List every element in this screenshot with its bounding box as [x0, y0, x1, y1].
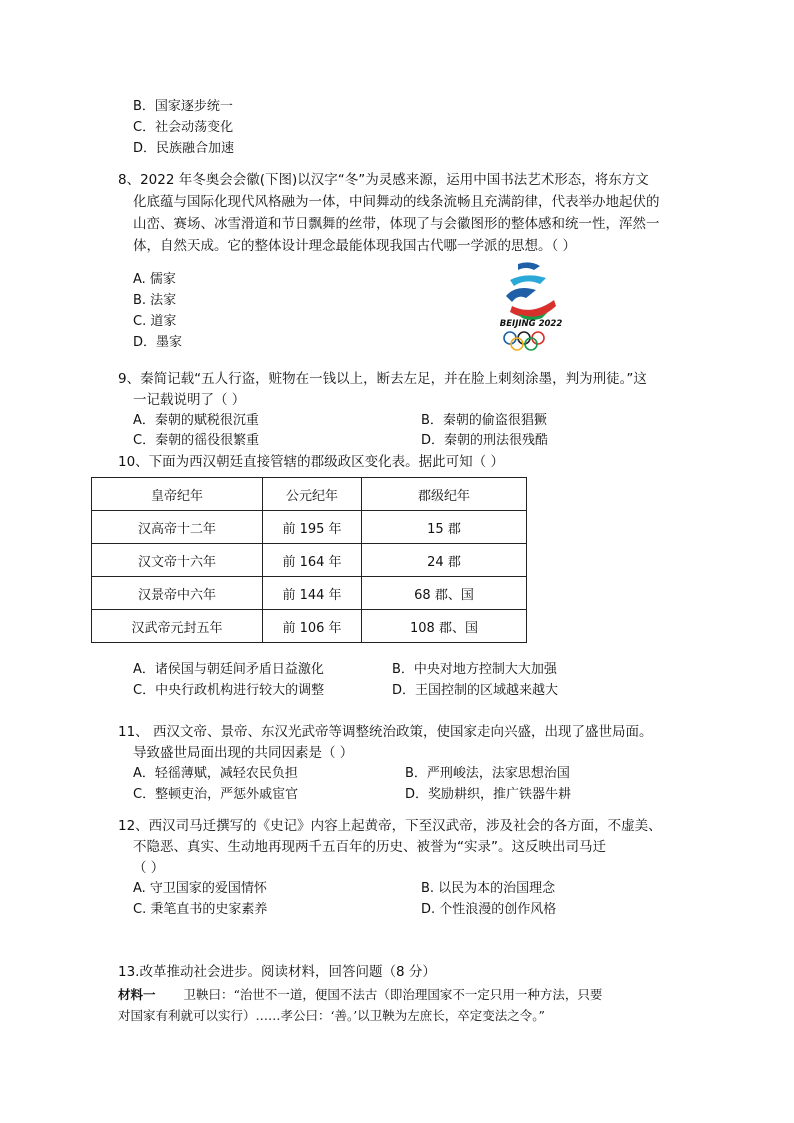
beijing-2022-emblem [496, 258, 566, 354]
table-cell: 汉武帝元封五年 [92, 610, 263, 643]
table-cell: 汉高帝十二年 [92, 511, 263, 544]
q12-option-c: C. 秉笔直书的史家素养 [133, 902, 268, 917]
table-cell: 汉景帝中六年 [92, 577, 263, 610]
q9-option-a: A．秦朝的赋税很沉重 [133, 413, 259, 428]
q10-table [91, 477, 527, 643]
table-cell: 15 郡 [362, 511, 527, 544]
table-row [92, 610, 527, 643]
table-cell: 前 195 年 [263, 511, 362, 544]
q13-stem: 13.改革推动社会进步。阅读材料，回答问题（8 分） [118, 964, 436, 980]
table-header-cell: 皇帝纪年 [92, 478, 263, 511]
table-row [92, 544, 527, 577]
table-header-row [92, 478, 527, 511]
q11-option-d: D．奖励耕织，推广铁器牛耕 [405, 787, 572, 802]
q8-line-2: 化底蕴与国际化现代风格融为一体，中间舞动的线条流畅且充满韵律，代表举办地起伏的 [133, 194, 660, 210]
table-cell: 前 106 年 [263, 610, 362, 643]
q9-option-d: D．秦朝的刑法很残酷 [421, 433, 549, 448]
table-cell: 前 164 年 [263, 544, 362, 577]
q10-option-b: B．中央对地方控制大大加强 [392, 662, 557, 677]
table-header-cell: 公元纪年 [263, 478, 362, 511]
table-header-cell: 郡级纪年 [362, 478, 527, 511]
q7-option-d: D．民族融合加速 [133, 141, 235, 156]
q12-line-3: （ ） [133, 860, 165, 876]
q13-material-line-1 [118, 985, 602, 1005]
q8-line-1: 8、2022 年冬奥会会徽(下图)以汉字“冬”为灵感来源，运用中国书法艺术形态，将东方文 [118, 172, 649, 188]
table-row [92, 511, 527, 544]
q11-line-1: 11、 西汉文帝、景帝、东汉光武帝等调整统治政策，使国家走向兴盛，出现了盛世局面。 [118, 724, 653, 740]
q8-option-d: D．墨家 [133, 335, 183, 350]
q8-option-a: A. 儒家 [133, 272, 176, 287]
q11-option-b: B．严刑峻法，法家思想治国 [405, 766, 570, 781]
material-text: 卫鞅曰：“治世不一道，便国不法古（即治理国家不一定只用一种方法，只要 [183, 987, 603, 1002]
q12-line-2: 不隐恶、真实、生动地再现两千五百年的历史、被誉为“实录”。这反映出司马迁 [133, 839, 606, 855]
q10-option-a: A．诸侯国与朝廷间矛盾日益激化 [133, 662, 324, 677]
q9-line-1: 9、秦简记载“五人行盗，赃物在一钱以上，断去左足，并在脸上刺刻涂墨，判为刑徒。”这 [118, 371, 647, 387]
q11-option-c: C．整顿吏治，严惩外戚宦官 [133, 787, 299, 802]
q8-line-4: 体，自然天成。它的整体设计理念最能体现我国古代哪一学派的思想。（ ） [133, 238, 577, 254]
logo-caption: BEIJING 2022 [499, 319, 563, 329]
q7-option-b: B．国家逐步统一 [133, 99, 233, 114]
q12-option-b: B. 以民为本的治国理念 [421, 881, 556, 896]
q9-option-c: C．秦朝的徭役很繁重 [133, 433, 260, 448]
q12-option-a: A. 守卫国家的爱国情怀 [133, 881, 267, 896]
winter-olympics-logo-icon [496, 258, 566, 354]
material-label: 材料一 [118, 987, 156, 1002]
q11-option-a: A．轻徭薄赋，减轻农民负担 [133, 766, 298, 781]
q8-option-c: C. 道家 [133, 314, 177, 329]
table-cell: 汉文帝十六年 [92, 544, 263, 577]
q8-line-3: 山峦、赛场、冰雪滑道和节日飘舞的丝带，体现了与会徽图形的整体感和统一性，浑然一 [133, 216, 660, 232]
q10-option-c: C．中央行政机构进行较大的调整 [133, 683, 325, 698]
q10-stem: 10、下面为西汉朝廷直接管辖的郡级政区变化表。据此可知（ ） [118, 454, 504, 470]
table-cell: 前 144 年 [263, 577, 362, 610]
table-cell: 108 郡、国 [362, 610, 527, 643]
q9-option-b: B．秦朝的偷盗很猖獗 [421, 413, 547, 428]
table-cell: 24 郡 [362, 544, 527, 577]
table-row [92, 577, 527, 610]
q9-line-2: 一记载说明了（ ） [133, 392, 246, 408]
q12-line-1: 12、西汉司马迁撰写的《史记》内容上起黄帝，下至汉武帝，涉及社会的各方面，不虚美、 [118, 818, 662, 834]
q11-line-2: 导致盛世局面出现的共同因素是（ ） [133, 745, 354, 761]
q12-option-d: D. 个性浪漫的创作风格 [421, 902, 557, 917]
table-cell: 68 郡、国 [362, 577, 527, 610]
q7-option-c: C．社会动荡变化 [133, 120, 234, 135]
q10-option-d: D．王国控制的区域越来越大 [392, 683, 559, 698]
q13-material-line-2: 对国家有利就可以实行）……孝公曰：‘善。’以卫鞅为左庶长，卒定变法之令。” [118, 1008, 545, 1023]
q8-option-b: B. 法家 [133, 293, 177, 308]
